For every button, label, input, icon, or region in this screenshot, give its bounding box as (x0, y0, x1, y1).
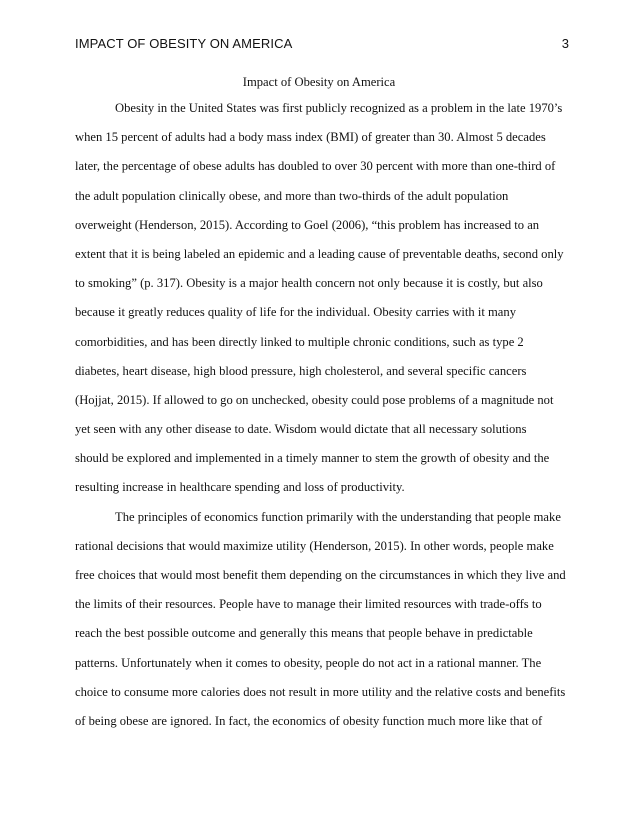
paragraph-line: overweight (Henderson, 2015). According to Goel (2006), “this problem has increased to an (75, 217, 540, 232)
paragraph-line: because it greatly reduces quality of life for the individual. Obesity carries with it many (75, 305, 516, 320)
paragraph-first-line: The principles of economics function primarily with the understanding that people make (115, 509, 561, 524)
paragraph-line: diabetes, heart disease, high blood pressure, high cholesterol, and several specific cancers (75, 363, 527, 378)
paragraph-line: (Hojjat, 2015). If allowed to go on unchecked, obesity could pose problems of a magnitude not (75, 392, 554, 407)
paragraph-line: the limits of their resources. People have to manage their limited resources with trade-offs to (75, 597, 542, 612)
paragraph-line: reach the best possible outcome and generally this means that people behave in predictable (75, 626, 533, 641)
paragraph-line: yet seen with any other disease to date. Wisdom would dictate that all necessary solutions (75, 422, 527, 437)
page-title: Impact of Obesity on America (242, 75, 396, 89)
body-text (75, 100, 570, 742)
paragraph-line: choice to consume more calories does not result in more utility and the relative costs and benefits (75, 684, 566, 699)
paragraph-line: extent that it is being labeled an epidemic and a leading cause of preventable deaths, second only (75, 246, 564, 261)
paragraph-line: resulting increase in healthcare spending and loss of productivity. (75, 480, 405, 495)
paragraph-line: patterns. Unfortunately when it comes to obesity, people do not act in a rational manner. The (75, 655, 542, 670)
paragraph-line: comorbidities, and has been directly linked to multiple chronic conditions, such as type 2 (75, 334, 524, 349)
paragraph-line: of being obese are ignored. In fact, the economics of obesity function much more like that of (75, 713, 543, 728)
paragraph-line: later, the percentage of obese adults has doubled to over 30 percent with more than one-third of (75, 159, 556, 174)
running-head: IMPACT OF OBESITY ON AMERICA (75, 36, 293, 51)
page-number: 3 (561, 36, 569, 51)
paragraph-line: free choices that would most benefit them depending on the circumstances in which they live and (75, 568, 566, 582)
paragraph-line: rational decisions that would maximize utility (Henderson, 2015). In other words, people make (75, 538, 554, 553)
paragraph-first-line: Obesity in the United States was first publicly recognized as a problem in the late 1970’s (115, 101, 563, 115)
paragraph-line: the adult population clinically obese, and more than two-thirds of the adult population (75, 188, 509, 203)
paragraph-line: to smoking” (p. 317). Obesity is a major health concern not only because it is costly, but also (75, 276, 543, 291)
paragraph-line: should be explored and implemented in a timely manner to stem the growth of obesity and the (75, 451, 550, 466)
paragraph-line: when 15 percent of adults had a body mass index (BMI) of greater than 30. Almost 5 decades (75, 130, 546, 145)
